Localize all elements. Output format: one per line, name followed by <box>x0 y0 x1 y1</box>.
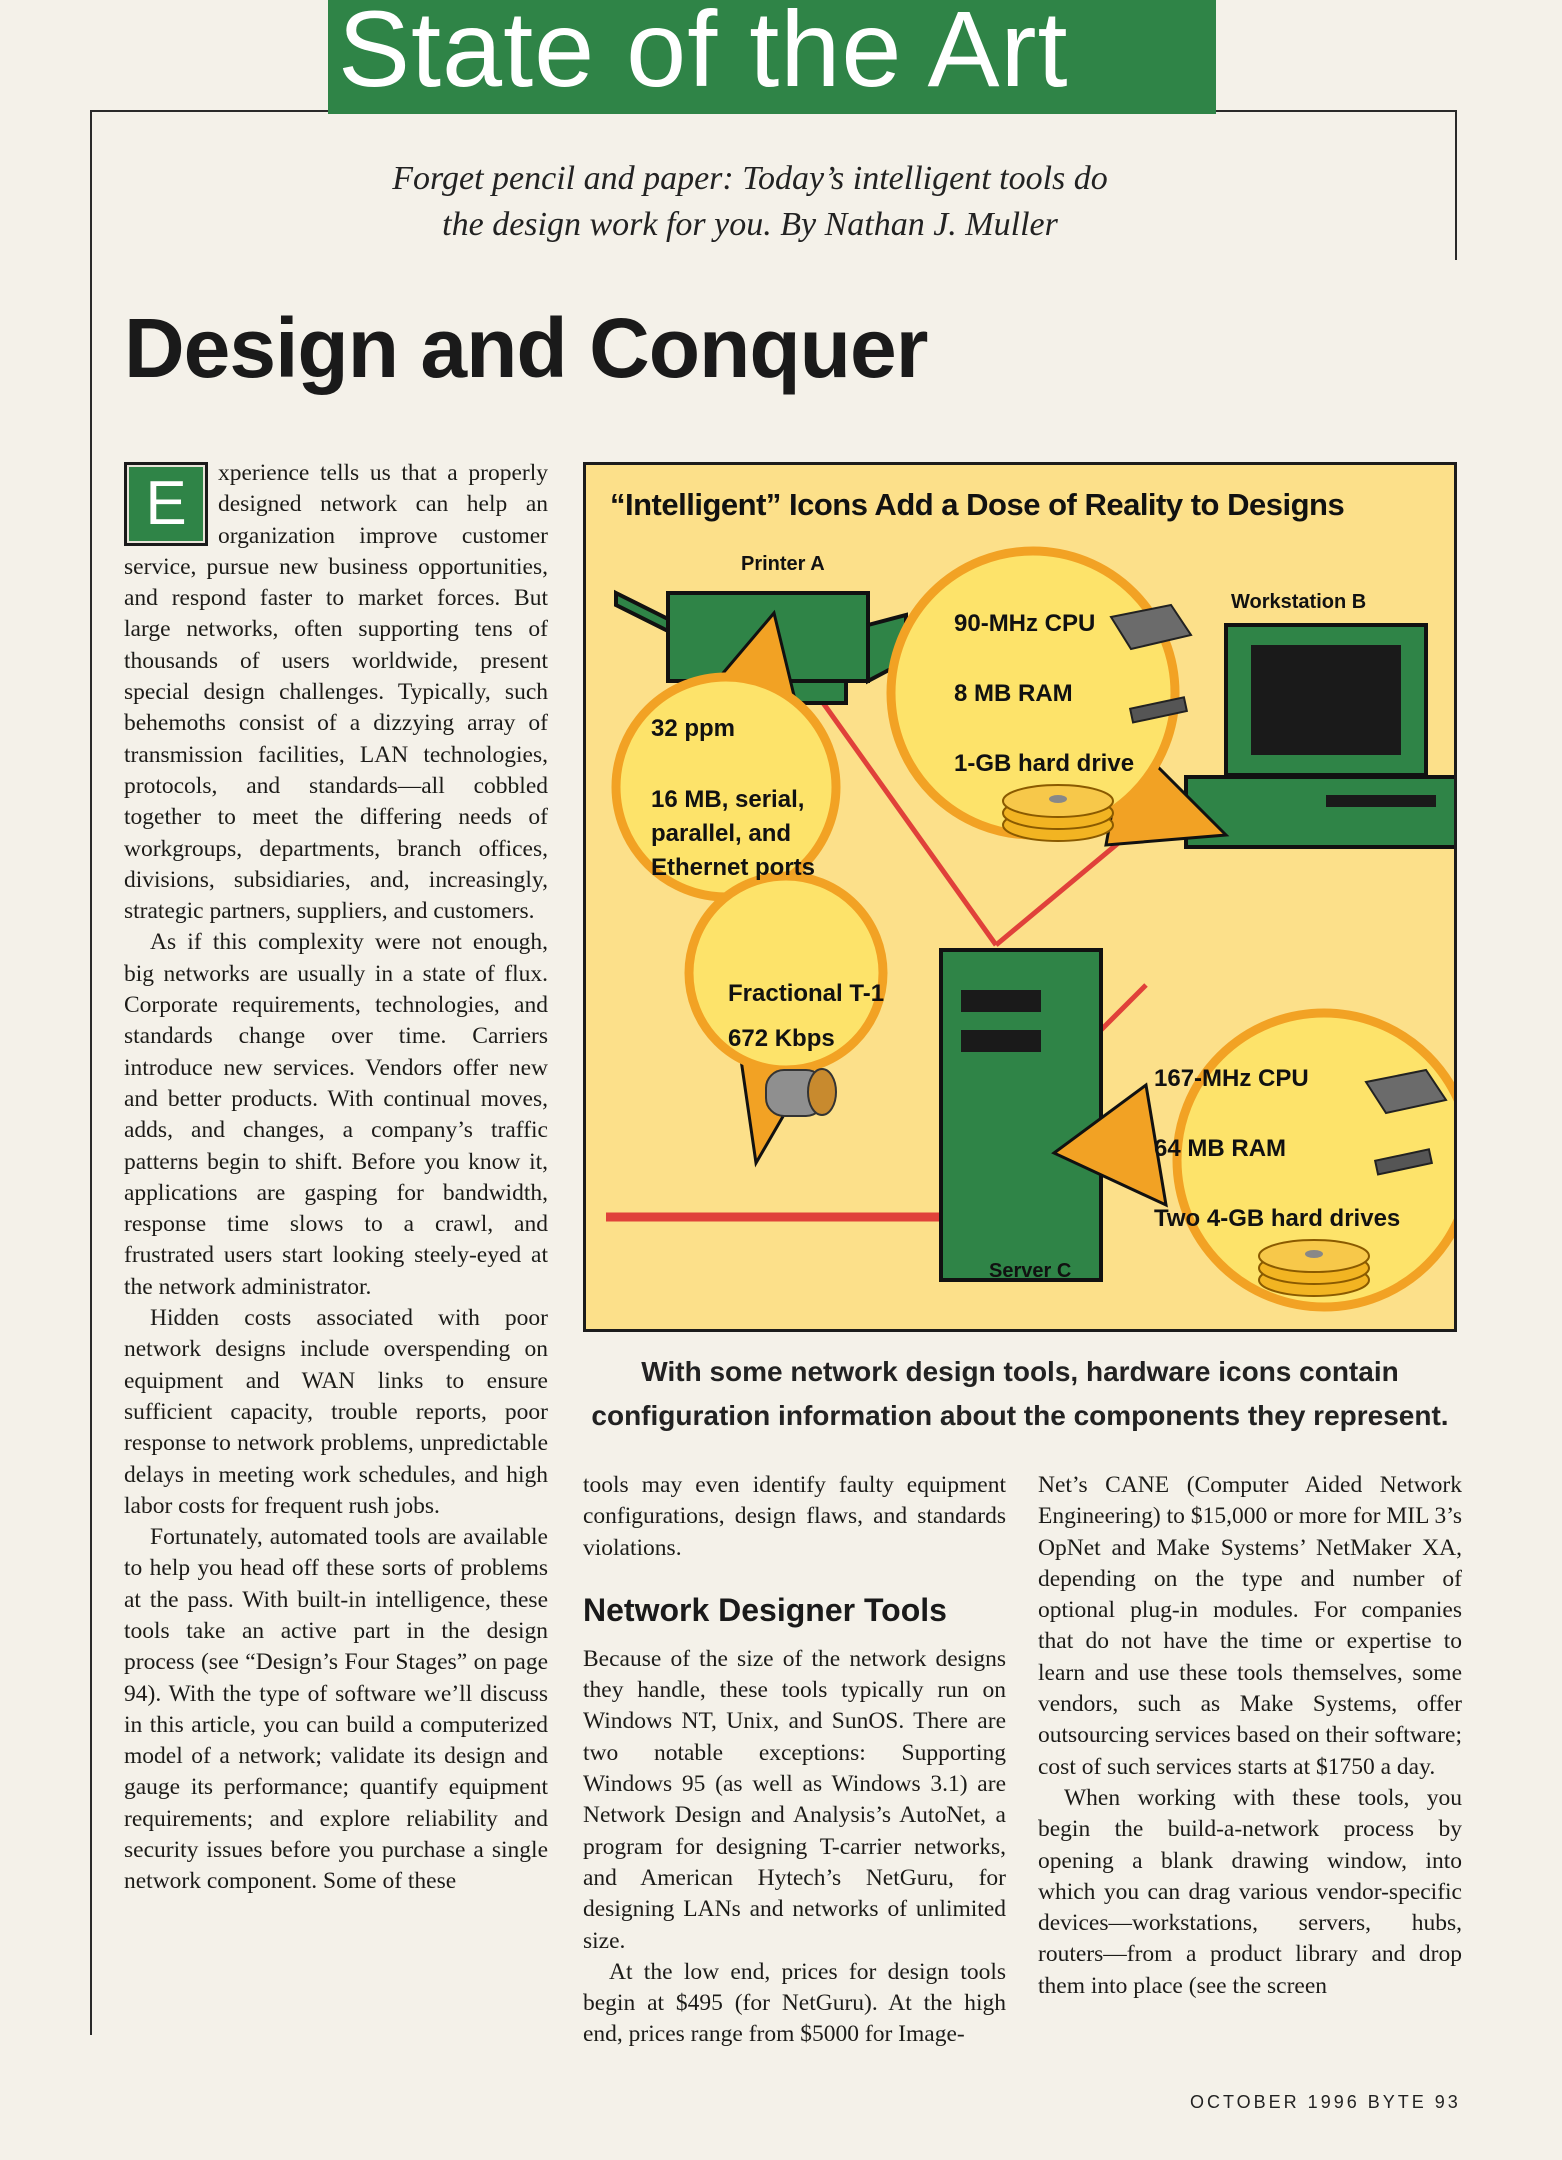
printer-ports-line-1: 16 MB, serial, <box>651 786 805 813</box>
frame-rule-left <box>90 110 92 2035</box>
page-footer: OCTOBER 1996 BYTE 93 <box>1190 2092 1461 2112</box>
figure-caption <box>583 1350 1457 1438</box>
caption-line-2: configuration information about the components they represent. <box>591 1400 1449 1431</box>
paragraph-text: xperience tells us that a properly designed network can help an organization improve customer service, pursue new business opportunities, and respond faster to market forces. But large networks, often supporting tens of thousands of users worldwide, present special design challenges. Typically, such behemoths consist of a dizzying array of transmission facilities, LAN technologies, protocols, and standards—all cobbled together to meet the differing needs of workgroups, departments, branch offices, divisions, subsidiaries, and, increasingly, strategic partners, suppliers, and customers. <box>124 460 548 925</box>
deck-line-1: Forget pencil and paper: Today’s intelligent tools do <box>392 160 1108 197</box>
workstation-cpu: 90-MHz CPU <box>954 610 1096 637</box>
link-info-bubble <box>689 876 883 1163</box>
workstation-icon <box>1186 625 1456 847</box>
paragraph: Hidden costs associated with poor network designs include overspending on equipment and WAN links to ensure sufficient capacity, trouble reports, poor response to network problems, unpredictable delays in meeting work schedules, and high labor costs for frequent rush jobs. <box>124 1305 548 1519</box>
hard-drive-icon <box>1003 785 1113 841</box>
printer-ports-line-3: Ethernet ports <box>651 854 816 881</box>
paragraph: tools may even identify faulty equipment configurations, design flaws, and standards violations. <box>583 1472 1006 1561</box>
article-deck <box>300 156 1200 248</box>
server-icon <box>941 950 1101 1280</box>
article-column-2 <box>583 1470 1006 2051</box>
workstation-disk: 1-GB hard drive <box>954 750 1135 777</box>
paragraph: Because of the size of the network designs they handle, these tools typically run on Windows NT, Unix, and SunOS. There are two notable exceptions: Supporting Windows 95 (as well as Windows 3.1) are Network Design and Analysis’s AutoNet, a program for designing T-carrier networks, and American Hytech’s NetGuru, for designing LANs and networks of unlimited size. <box>583 1645 1006 1954</box>
section-banner <box>328 0 1216 114</box>
deck-line-2: the design work for you. By Nathan J. Muller <box>442 206 1058 243</box>
section-banner-text: State of the Art <box>338 0 1069 109</box>
article-column-1 <box>124 458 548 1898</box>
figure-title: “Intelligent” Icons Add a Dose of Reality to Designs <box>610 487 1345 522</box>
article-column-3 <box>1038 1470 1462 2002</box>
paragraph: Net’s CANE (Computer Aided Network Engineering) to $15,000 or more for MIL 3’s OpNet and Make Systems’ NetMaker XA, depending on the type and number of optional plug-in modules. For companies that do not have the time or expertise to learn and use these tools themselves, some vendors, such as Make Systems, offer outsourcing services based on their software; cost of such services starts at $1750 a day. <box>1038 1472 1462 1780</box>
caption-line-1: With some network design tools, hardware icons contain <box>641 1356 1399 1387</box>
paragraph: As if this complexity were not enough, big networks are usually in a state of flux. Corporate requirements, technologies, and standards change over time. Carriers introduce new services. Vendors offer new and better products. With continual moves, adds, and changes, a company’s traffic patterns begin to shift. Before you know it, applications are gasping for bandwidth, response time slows to a crawl, and frustrated users start looking steely-eyed at the network administrator. <box>124 929 548 1300</box>
server-disk: Two 4-GB hard drives <box>1154 1205 1401 1232</box>
article-headline: Design and Conquer <box>124 301 928 395</box>
printer-speed: 32 ppm <box>651 715 736 742</box>
workstation-ram: 8 MB RAM <box>954 680 1073 707</box>
network-figure <box>583 462 1457 1332</box>
printer-label: Printer A <box>741 553 825 575</box>
drop-cap: E <box>124 462 208 546</box>
paragraph: At the low end, prices for design tools begin at $495 (for NetGuru). At the high end, prices range from $5000 for Image- <box>583 1958 1006 2048</box>
cable-bundle-icon <box>766 1069 836 1116</box>
frame-rule-right <box>1455 110 1457 260</box>
paragraph <box>124 458 548 927</box>
workstation-label: Workstation B <box>1231 591 1367 613</box>
section-heading: Network Designer Tools <box>583 1591 947 1628</box>
server-hard-drive-icon <box>1259 1240 1369 1296</box>
server-label: Server C <box>989 1260 1072 1282</box>
link-server-lan <box>1096 985 1146 1035</box>
paragraph: When working with these tools, you begin the build-a-network process by opening a blank drawing window, into which you can drag various vendor-specific devices—workstations, servers, hubs, routers—from a product library and drop them into place (see the screen <box>1038 1784 1462 1999</box>
link-rate: 672 Kbps <box>728 1025 835 1052</box>
printer-ports <box>651 783 815 885</box>
server-ram: 64 MB RAM <box>1154 1135 1287 1162</box>
link-type: Fractional T-1 <box>728 980 885 1007</box>
server-cpu: 167-MHz CPU <box>1154 1065 1309 1092</box>
printer-ports-line-2: parallel, and <box>651 820 792 847</box>
paragraph: Fortunately, automated tools are available to help you head off these sorts of problems at the pass. With built-in intelligence, these tools take an active part in the design process (see “Design’s Four Stages” on page 94). With the type of software we’ll discuss in this article, you can build a computerized model of a network; validate its design and gauge its performance; quantify equipment requirements; and explore reliability and security issues before you purchase a single network component. Some of these <box>124 1524 548 1895</box>
